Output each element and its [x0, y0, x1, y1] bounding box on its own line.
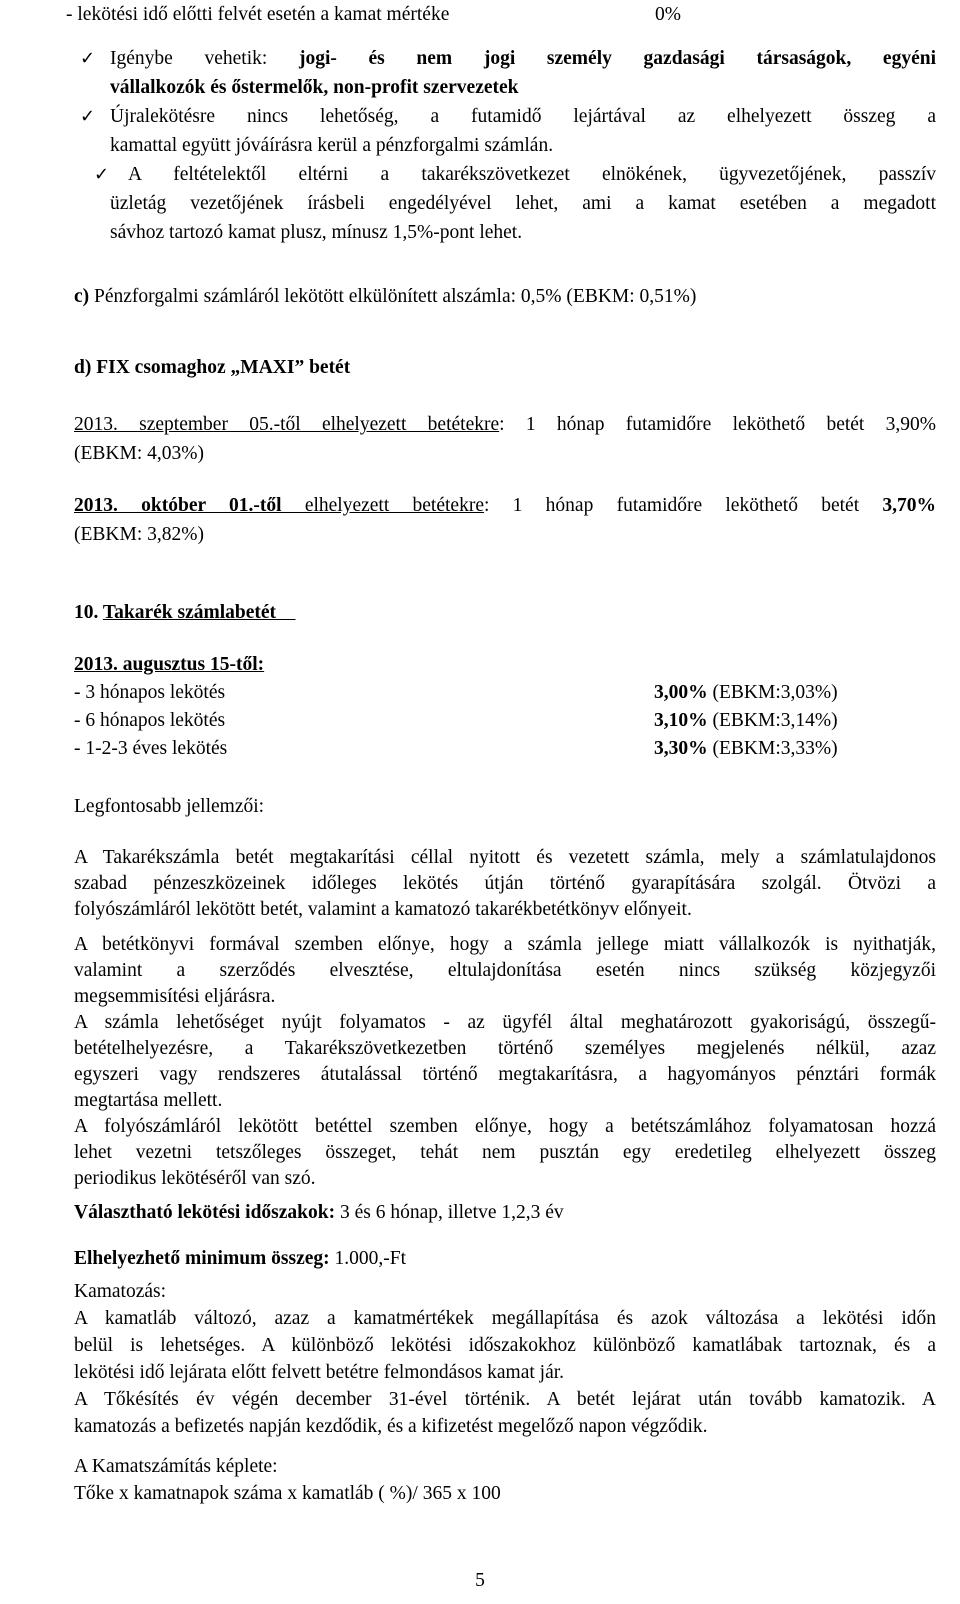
- section-c-label: c): [74, 286, 90, 307]
- checkmark-icon: ✓: [80, 48, 96, 69]
- minimum-label: Elhelyezhető minimum összeg:: [74, 1248, 330, 1269]
- p3-line2: betételhelyezésre, a Takarékszövetkezetben történő személyes megjelenés nélkül, azaz: [74, 1038, 936, 1059]
- rate-value-group: [654, 706, 838, 735]
- oct-date-bold: 2013. október 01.-től: [74, 495, 282, 516]
- rate-ebkm: (EBKM:3,03%): [707, 682, 838, 703]
- sept-rest: : 1 hónap futamidőre leköthető betét 3,90%: [499, 414, 936, 435]
- oct-offer-line1: [74, 491, 936, 520]
- oct-rest: : 1 hónap futamidőre leköthető betét: [483, 495, 883, 516]
- bullet-no-renewal-line2: kamattal együtt jóváírásra kerül a pénzforgalmi számlán.: [110, 135, 554, 156]
- features-heading: Legfontosabb jellemzői:: [74, 796, 265, 817]
- bullet-deviation-line3: sávhoz tartozó kamat plusz, mínusz 1,5%-pont lehet.: [110, 222, 523, 243]
- p3-line1: A számla lehetőséget nyújt folyamatos - az ügyfél által meghatározott gyakoriságú, összegű-: [74, 1012, 936, 1033]
- kamatozas-line5: kamatozás a befizetés napján kezdődik, és a kifizetést megelőző napon végződik.: [74, 1416, 708, 1437]
- aug-date: 2013. augusztus 15-től:: [74, 654, 265, 675]
- periods-label: Választható lekötési időszakok:: [74, 1202, 336, 1223]
- early-withdrawal-line: [66, 0, 928, 29]
- rate-ebkm: (EBKM:3,14%): [707, 710, 838, 731]
- rate-row: [74, 734, 936, 763]
- formula-text: Tőke x kamatnapok száma x kamatláb ( %)/ 365 x 100: [74, 1483, 501, 1504]
- bullet-deviation-line1: A feltételektől eltérni a takarékszövetkezet elnökének, ügyvezetőjének, passzív: [128, 164, 936, 185]
- section-10-title: [74, 598, 936, 627]
- bullet-deviation-line2: üzletág vezetőjének írásbeli engedélyével lehet, ami a kamat esetében a megadott: [110, 193, 936, 214]
- p2-line2: valamint a szerződés elvesztése, eltulajdonítása esetén nincs szükség közjegyzői: [74, 960, 936, 981]
- periods-value: 3 és 6 hónap, illetve 1,2,3 év: [335, 1202, 564, 1223]
- section-10-num: 10.: [74, 602, 103, 623]
- kamatozas-line3: lekötési idő lejárata előtt felvett betétre felmondásos kamat jár.: [74, 1362, 565, 1383]
- rate-ebkm: (EBKM:3,33%): [707, 738, 838, 759]
- oct-date-rest: elhelyezett betétekre: [281, 495, 484, 516]
- kamatozas-line4: A Tőkésítés év végén december 31-ével történik. A betét lejárat után tovább kamatozik. A: [74, 1389, 936, 1410]
- rate-percent: 3,00%: [654, 682, 708, 703]
- early-withdrawal-rate: 0%: [655, 4, 681, 25]
- p1-line1: A Takarékszámla betét megtakarítási céllal nyitott és vezetett számla, mely a számlatulajdonos: [74, 847, 936, 868]
- sept-date: 2013. szeptember 05.-től elhelyezett betétekre: [74, 414, 500, 435]
- bullet-eligibility: [110, 44, 936, 73]
- p1-line3: folyószámláról lekötött betét, valamint a kamatozó takarékbetétkönyv előnyeit.: [74, 899, 692, 920]
- minimum-line: [74, 1244, 936, 1273]
- rate-value-group: [654, 678, 838, 707]
- p4-line2: lehet vezetni tetszőleges összeget, tehát nem pusztán egy eredetileg elhelyezett összeg: [74, 1142, 936, 1163]
- rate-term: - 1-2-3 éves lekötés: [74, 738, 228, 759]
- section-d-title-text: d) FIX csomaghoz „MAXI” betét: [74, 357, 351, 378]
- p2-line1: A betétkönyvi formával szemben előnye, hogy a számla jellege miatt vállalkozók is nyithatják,: [74, 934, 936, 955]
- kamatozas-heading: Kamatozás:: [74, 1281, 167, 1302]
- bullet-eligibility-line2: [110, 73, 960, 102]
- early-withdrawal-label: - lekötési idő előtti felvét esetén a kamat mértéke: [66, 4, 450, 25]
- rate-value-group: [654, 734, 838, 763]
- p3-line3: egyszeri vagy rendszeres átutalással történő megtakarításra, a hagyományos pénztári formák: [74, 1064, 936, 1085]
- section-c-text: Pénzforgalmi számláról lekötött elkülönített alszámla: 0,5% (EBKM: 0,51%): [89, 286, 697, 307]
- section-c: [74, 282, 936, 311]
- minimum-value: 1.000,-Ft: [329, 1248, 407, 1269]
- periods-line: [74, 1198, 936, 1227]
- rate-row: [74, 706, 936, 735]
- p3-line4: megtartása mellett.: [74, 1090, 223, 1111]
- bullet-no-renewal-line1: Újralekötésre nincs lehetőség, a futamidő lejártával az elhelyezett összeg a: [110, 106, 936, 127]
- kamatozas-line2: belül is lehetséges. A különböző lekötési időszakokhoz különböző kamatlábak tartoznak, és a: [74, 1335, 936, 1356]
- checkmark-icon: ✓: [80, 106, 96, 127]
- oct-rate: 3,70%: [882, 495, 936, 516]
- section-d-title: [74, 353, 936, 382]
- oct-offer-line2: (EBKM: 3,82%): [74, 524, 204, 545]
- rate-percent: 3,10%: [654, 710, 708, 731]
- eligibility-line2: vállalkozók és őstermelők, non-profit szervezetek: [110, 77, 519, 98]
- rate-percent: 3,30%: [654, 738, 708, 759]
- formula-heading: A Kamatszámítás képlete:: [74, 1456, 278, 1477]
- eligibility-line1: jogi- és nem jogi személy gazdasági társaságok, egyéni: [298, 48, 936, 69]
- kamatozas-line1: A kamatláb változó, azaz a kamatmértékek megállapítása és azok változása a lekötési időn: [74, 1308, 936, 1329]
- page-number: 5: [475, 1570, 485, 1591]
- oct-date: [74, 495, 484, 516]
- checkmark-icon: ✓: [94, 164, 110, 185]
- rate-term: - 3 hónapos lekötés: [74, 682, 226, 703]
- p2-line3: megsemmisítési eljárásra.: [74, 986, 276, 1007]
- p1-line2: szabad pénzeszközeinek időleges lekötés útján történő gyarapítására szolgál. Ötvözi a: [74, 873, 936, 894]
- sept-offer-line2: (EBKM: 4,03%): [74, 443, 204, 464]
- section-10-name: Takarék számlabetét: [102, 602, 296, 623]
- p4-line1: A folyószámláról lekötött betéttel szemben előnye, hogy a betétszámlához folyamatosan hozzá: [74, 1116, 936, 1137]
- rate-row: [74, 678, 936, 707]
- rate-term: - 6 hónapos lekötés: [74, 710, 226, 731]
- p4-line3: periodikus lekötéséről van szó.: [74, 1168, 316, 1189]
- aug-date-line: [74, 650, 936, 679]
- sept-offer-line1: [74, 410, 936, 439]
- eligibility-prefix: Igénybe vehetik:: [110, 48, 299, 69]
